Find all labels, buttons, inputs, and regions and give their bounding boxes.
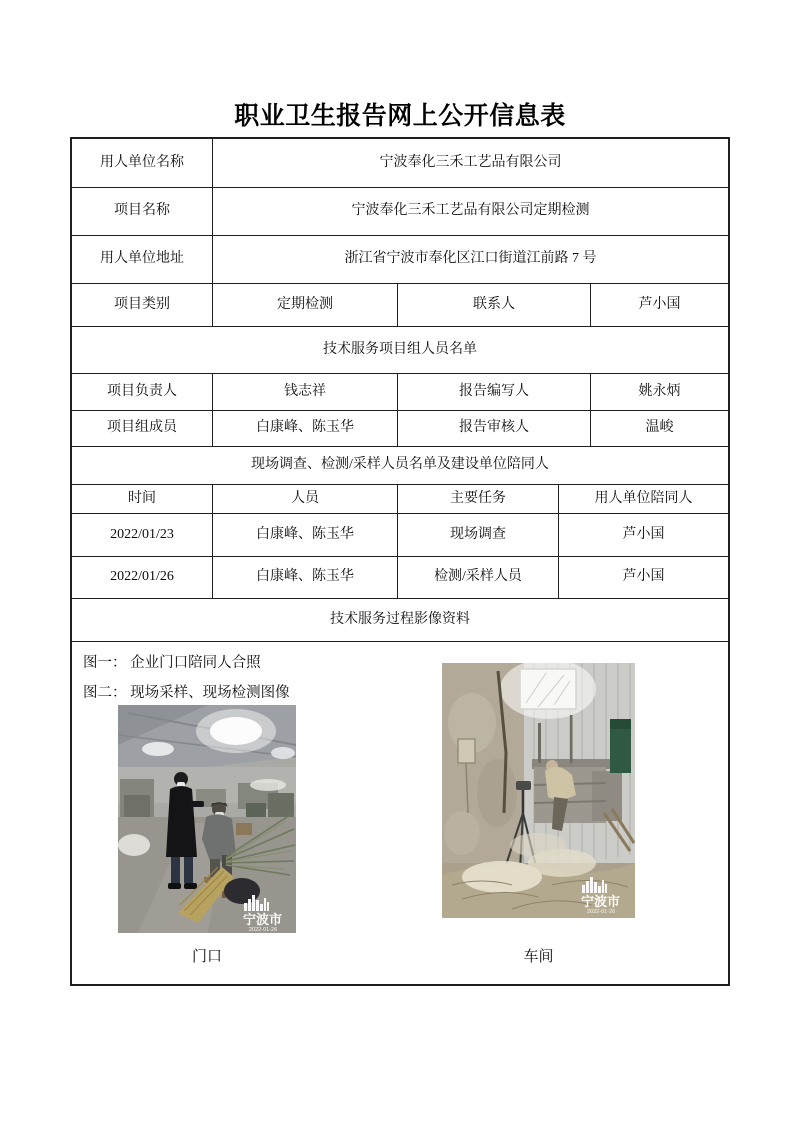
project-name-value: 宁波奉化三禾工艺品有限公司定期检测 (213, 188, 728, 236)
watermark-city-label: 宁波市 (581, 894, 621, 909)
employer-address-label: 用人单位地址 (72, 236, 213, 284)
col-header-task: 主要任务 (398, 485, 559, 514)
report-reviewer-label: 报告审核人 (398, 411, 591, 447)
contact-label: 联系人 (398, 284, 591, 327)
page-title: 职业卫生报告网上公开信息表 (234, 103, 566, 130)
fieldwork-row-people: 白康峰、陈玉华 (213, 557, 398, 599)
media-section-title: 技术服务过程影像资料 (72, 599, 728, 642)
team-members-label: 项目组成员 (72, 411, 213, 447)
watermark-city-label: 宁波市 (243, 912, 283, 927)
fieldwork-row-escort: 芦小国 (559, 557, 728, 599)
workshop-photo-image (442, 663, 635, 918)
form-table (70, 137, 730, 986)
project-leader-value: 钱志祥 (213, 374, 398, 411)
fieldwork-row-escort: 芦小国 (559, 514, 728, 557)
fieldwork-row-task: 现场调查 (398, 514, 559, 557)
project-type-label: 项目类别 (72, 284, 213, 327)
fieldwork-row-time: 2022/01/23 (72, 514, 213, 557)
team-members-value: 白康峰、陈玉华 (213, 411, 398, 447)
report-writer-label: 报告编写人 (398, 374, 591, 411)
project-leader-label: 项目负责人 (72, 374, 213, 411)
figure2-note: 图二： 现场采样、现场检测图像 (83, 685, 290, 701)
photo2-caption: 车间 (523, 949, 554, 965)
photo-doorway (118, 705, 296, 933)
fieldwork-row-time: 2022/01/26 (72, 557, 213, 599)
project-name-label: 项目名称 (72, 188, 213, 236)
watermark-date-label: 2022-01-26 (249, 927, 278, 933)
col-header-time: 时间 (72, 485, 213, 514)
project-type-value: 定期检测 (213, 284, 398, 327)
report-reviewer-value: 温峻 (591, 411, 728, 447)
employer-address-value: 浙江省宁波市奉化区江口街道江前路 7 号 (213, 236, 728, 284)
doorway-photo-image (118, 705, 296, 933)
col-header-people: 人员 (213, 485, 398, 514)
photo-workshop (442, 663, 635, 918)
employer-name-label: 用人单位名称 (72, 139, 213, 188)
watermark-date-label: 2022-01-26 (587, 909, 616, 915)
fieldwork-row-task: 检测/采样人员 (398, 557, 559, 599)
report-writer-value: 姚永炳 (591, 374, 728, 411)
media-area (72, 642, 728, 984)
col-header-escort: 用人单位陪同人 (559, 485, 728, 514)
team-section-title: 技术服务项目组人员名单 (72, 327, 728, 374)
contact-value: 芦小国 (591, 284, 728, 327)
photo1-caption: 门口 (191, 949, 222, 965)
employer-name-value: 宁波奉化三禾工艺品有限公司 (213, 139, 728, 188)
fieldwork-row-people: 白康峰、陈玉华 (213, 514, 398, 557)
fieldwork-section-title: 现场调查、检测/采样人员名单及建设单位陪同人 (72, 447, 728, 485)
figure1-note: 图一： 企业门口陪同人合照 (83, 655, 261, 671)
